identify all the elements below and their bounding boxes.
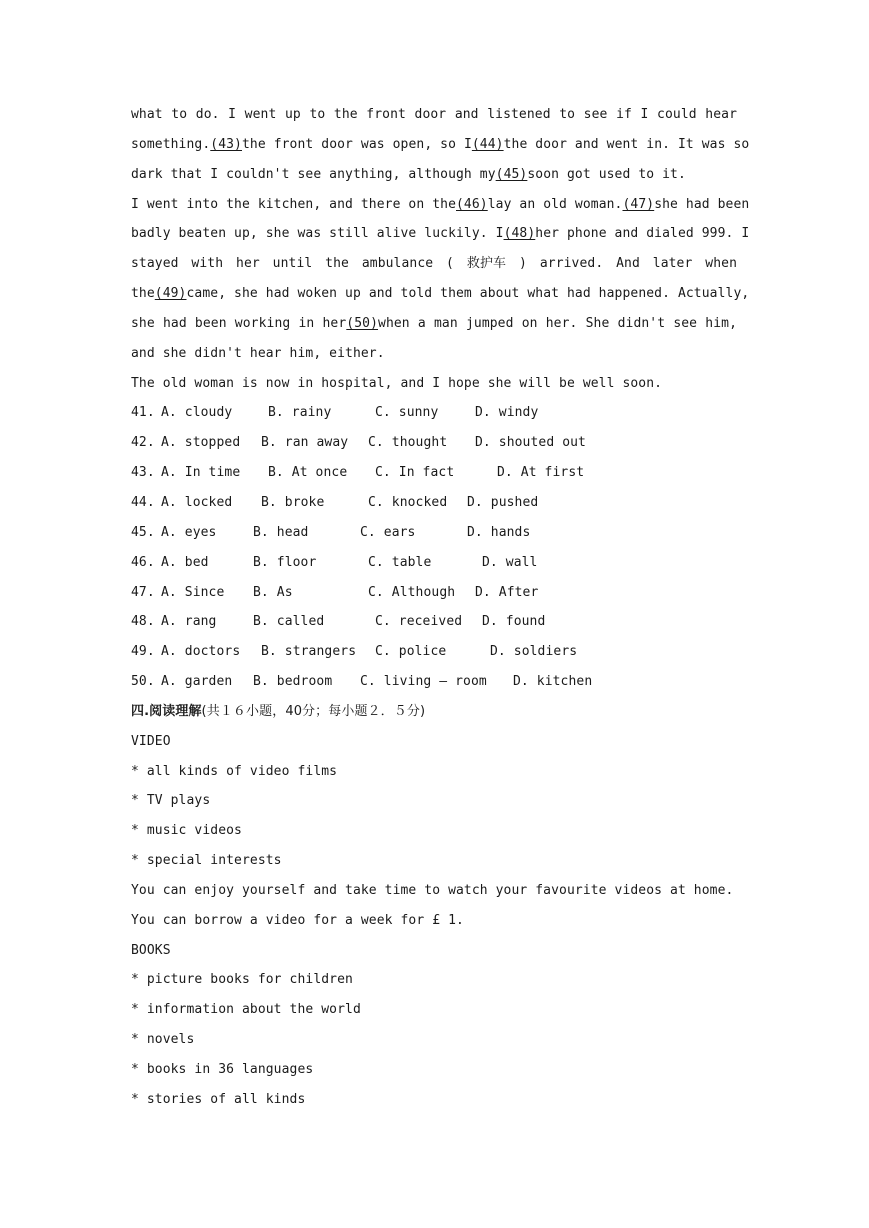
- video-title: VIDEO: [131, 733, 171, 749]
- question-41: [131, 398, 737, 428]
- books-title: BOOKS: [131, 942, 171, 958]
- video-text: You can enjoy yourself and take time to watch your favourite videos at home.: [131, 882, 734, 898]
- passage-text: dark that I couldn't see anything, although my(45)soon got used to it.: [131, 166, 686, 182]
- passage-line: [131, 219, 750, 249]
- question-number: 47.: [131, 584, 155, 600]
- passage-line: [131, 369, 737, 399]
- option-a: A. locked: [161, 494, 233, 510]
- video-text: You can borrow a video for a week for £ 1.: [131, 912, 464, 928]
- option-d: D. found: [482, 614, 546, 630]
- passage-text: something.(43)the front door was open, so I(44)the door and went in. It was so: [131, 136, 750, 152]
- question-44: [131, 488, 737, 518]
- question-45: [131, 518, 737, 548]
- question-number: 45.: [131, 524, 155, 540]
- option-b: B. At once: [268, 465, 348, 481]
- option-b: B. called: [253, 614, 325, 630]
- option-a: A. stopped: [161, 435, 241, 451]
- option-a: A. garden: [161, 674, 233, 690]
- blank-47: (47): [622, 196, 655, 212]
- books-item: * information about the world: [131, 1002, 361, 1018]
- passage-text: badly beaten up, she was still alive luckily. I(48)her phone and dialed 999. I: [131, 226, 750, 242]
- option-a: A. In time: [161, 465, 241, 481]
- option-a: A. Since: [161, 584, 225, 600]
- books-item: * stories of all kinds: [131, 1091, 306, 1107]
- video-item: * TV plays: [131, 793, 211, 809]
- question-number: 48.: [131, 614, 155, 630]
- question-number: 46.: [131, 554, 155, 570]
- option-d: D. hands: [467, 524, 531, 540]
- question-43: [131, 458, 737, 488]
- blank-49: (49): [154, 286, 187, 302]
- option-d: D. wall: [482, 554, 538, 570]
- option-a: A. rang: [161, 614, 217, 630]
- passage-text: and she didn't hear him, either.: [131, 345, 385, 361]
- books-item: * novels: [131, 1032, 195, 1048]
- passage-line: [131, 249, 737, 279]
- option-c: C. police: [375, 644, 447, 660]
- option-b: B. As: [253, 584, 293, 600]
- blank-45: (45): [495, 166, 528, 182]
- question-50: [131, 667, 737, 697]
- passage-text: stayed with her until the ambulance ( 救护车 ) arrived. And later when: [131, 256, 737, 272]
- question-48: [131, 607, 737, 637]
- question-47: [131, 578, 737, 608]
- books-item: * picture books for children: [131, 972, 353, 988]
- question-number: 41.: [131, 405, 155, 421]
- video-item: * music videos: [131, 823, 242, 839]
- question-number: 49.: [131, 644, 155, 660]
- option-b: B. bedroom: [253, 674, 333, 690]
- passage-text: what to do. I went up to the front door and listened to see if I could hear: [131, 107, 737, 122]
- option-a: A. doctors: [161, 644, 241, 660]
- section-title: 四.阅读理解: [131, 703, 202, 719]
- blank-48: (48): [503, 226, 536, 242]
- passage-text: I went into the kitchen, and there on the(46)lay an old woman.(47)she had been: [131, 196, 750, 212]
- passage-text: the(49)came, she had woken up and told them about what had happened. Actually,: [131, 286, 750, 302]
- passage-text: she had been working in her(50)when a man jumped on her. She didn't see him,: [131, 315, 737, 331]
- option-c: C. ears: [360, 524, 416, 540]
- passage-line: [131, 100, 737, 130]
- passage-text: The old woman is now in hospital, and I hope she will be well soon.: [131, 375, 663, 391]
- document-content: [131, 100, 750, 1115]
- option-c: C. In fact: [375, 465, 455, 481]
- option-d: D. At first: [497, 465, 585, 481]
- question-46: [131, 548, 737, 578]
- question-list: [131, 398, 737, 696]
- passage-line: [131, 339, 737, 369]
- passage-line: [131, 190, 750, 220]
- books-item: * books in 36 languages: [131, 1062, 314, 1077]
- question-49: [131, 637, 737, 667]
- option-c: C. knocked: [368, 494, 448, 510]
- option-c: C. table: [368, 554, 432, 570]
- option-a: A. eyes: [161, 524, 217, 540]
- section-heading: [131, 697, 737, 727]
- reading-material: [131, 727, 737, 1115]
- option-d: D. windy: [475, 405, 539, 421]
- option-c: C. received: [375, 614, 463, 630]
- option-b: B. strangers: [261, 644, 357, 660]
- video-item: * all kinds of video films: [131, 763, 338, 779]
- option-d: D. soldiers: [490, 644, 578, 660]
- blank-46: (46): [456, 196, 488, 212]
- blank-43: (43): [210, 136, 242, 152]
- option-c: C. thought: [368, 435, 448, 451]
- option-b: B. head: [253, 524, 309, 540]
- option-c: C. Although: [368, 584, 456, 600]
- option-d: D. kitchen: [513, 674, 593, 690]
- question-number: 43.: [131, 465, 155, 481]
- video-item: * special interests: [131, 853, 282, 869]
- option-d: D. pushed: [467, 494, 539, 510]
- option-b: B. ran away: [261, 435, 349, 451]
- option-b: B. rainy: [268, 405, 332, 421]
- blank-44: (44): [471, 136, 504, 152]
- option-d: D. shouted out: [475, 435, 586, 451]
- option-d: D. After: [475, 584, 539, 600]
- passage-line: [131, 160, 737, 190]
- option-a: A. cloudy: [161, 405, 233, 421]
- question-number: 44.: [131, 494, 155, 510]
- passage-line: [131, 279, 750, 309]
- cloze-passage: [131, 100, 750, 398]
- passage-line: [131, 309, 737, 339]
- option-c: C. sunny: [375, 405, 439, 421]
- option-a: A. bed: [161, 554, 209, 570]
- option-b: B. broke: [261, 494, 325, 510]
- question-number: 42.: [131, 435, 155, 451]
- passage-line: [131, 130, 750, 160]
- section-info: (共１６小题，40分；每小题２．５分): [201, 703, 426, 719]
- option-c: C. living – room: [360, 674, 487, 690]
- question-number: 50.: [131, 674, 155, 690]
- question-42: [131, 428, 737, 458]
- blank-50: (50): [346, 315, 379, 331]
- option-b: B. floor: [253, 554, 317, 570]
